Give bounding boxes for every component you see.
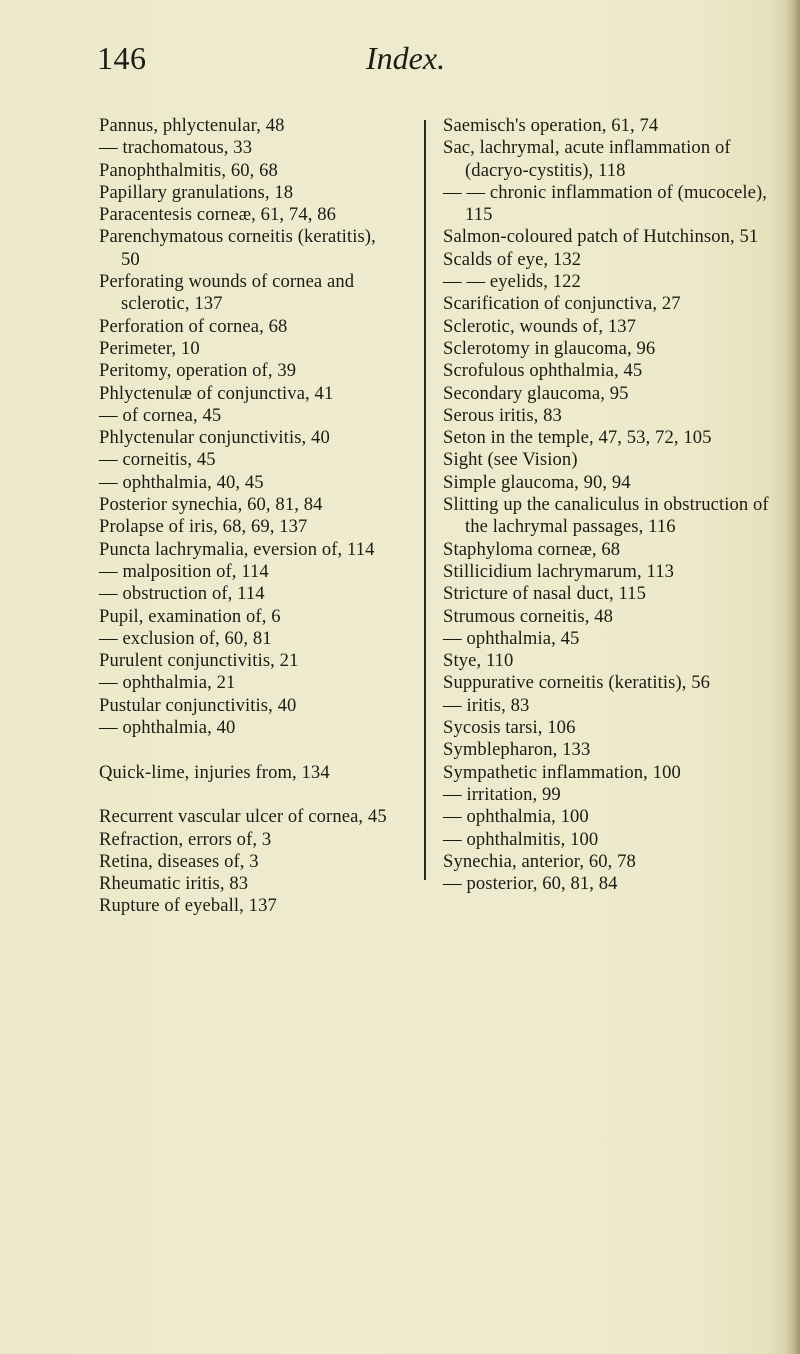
- index-entry: Recurrent vascular ulcer of cornea, 45: [99, 806, 387, 828]
- index-entry: Sight (see Vision): [443, 449, 578, 471]
- index-entry: Serous iritis, 83: [443, 404, 562, 426]
- index-entry: Symblepharon, 133: [443, 739, 591, 761]
- index-entry: Pannus, phlyctenular, 48: [99, 115, 285, 136]
- index-column-right: [443, 115, 773, 895]
- index-entry: Sac, lachrymal, acute inflammation of (dacryo-cystitis), 118: [443, 137, 731, 181]
- index-entry: Scarification of conjunctiva, 27: [443, 293, 681, 315]
- index-entry: — ophthalmia, 45: [443, 627, 580, 649]
- index-entry: Suppurative corneitis (keratitis), 56: [443, 672, 711, 694]
- index-entry: — ophthalmia, 40: [99, 717, 236, 739]
- index-entry: Scalds of eye, 132: [443, 248, 582, 270]
- page-number: 146: [97, 40, 147, 76]
- index-entry: Seton in the temple, 47, 53, 72, 105: [443, 427, 712, 449]
- index-entry: Synechia, anterior, 60, 78: [443, 850, 636, 872]
- page-header: [0, 40, 800, 84]
- index-entry: Prolapse of iris, 68, 69, 137: [99, 516, 308, 538]
- index-entry: Sclerotic, wounds of, 137: [443, 315, 637, 337]
- index-entry: Puncta lachrymalia, eversion of, 114: [99, 538, 375, 560]
- index-entry: Saemisch's operation, 61, 74: [443, 115, 659, 136]
- index-entry: — ophthalmia, 40, 45: [99, 471, 264, 493]
- index-entry: Parenchymatous corneitis (keratitis), 50: [99, 226, 376, 270]
- index-entry: — of cornea, 45: [99, 404, 222, 426]
- index-entry: Refraction, errors of, 3: [99, 828, 272, 850]
- index-entry: Phlyctenular conjunctivitis, 40: [99, 427, 330, 449]
- index-entry: — posterior, 60, 81, 84: [443, 873, 618, 895]
- index-entry: Paracentesis corneæ, 61, 74, 86: [99, 204, 337, 226]
- index-entry: — irritation, 99: [443, 783, 561, 805]
- index-entry: — corneitis, 45: [99, 449, 216, 471]
- index-entry: Pustular conjunctivitis, 40: [99, 694, 297, 716]
- section-gap: [99, 784, 399, 806]
- index-entry: Stillicidium lachrymarum, 113: [443, 560, 674, 582]
- index-entry: Simple glaucoma, 90, 94: [443, 471, 631, 493]
- index-entry: Purulent conjunctivitis, 21: [99, 650, 299, 672]
- index-entry: Rheumatic iritis, 83: [99, 873, 249, 895]
- index-entry: Stricture of nasal duct, 115: [443, 583, 646, 605]
- index-entry: Stye, 110: [443, 650, 514, 672]
- page-edge-shadow: [786, 0, 800, 1354]
- index-entry: Phlyctenulæ of conjunctiva, 41: [99, 382, 334, 404]
- index-entry: — ophthalmia, 100: [443, 806, 589, 828]
- index-entry: Perforating wounds of cornea and sclerotic, 137: [99, 271, 355, 315]
- index-entry: Secondary glaucoma, 95: [443, 382, 629, 404]
- index-entry: Staphyloma corneæ, 68: [443, 538, 621, 560]
- index-entry: — — eyelids, 122: [443, 271, 581, 293]
- index-entry: Retina, diseases of, 3: [99, 850, 259, 872]
- index-entry: Sclerotomy in glaucoma, 96: [443, 337, 656, 359]
- index-entry: Pupil, examination of, 6: [99, 605, 281, 627]
- index-entry: Perimeter, 10: [99, 337, 200, 359]
- section-gap: [99, 739, 399, 761]
- index-entry: — obstruction of, 114: [99, 583, 265, 605]
- index-entry: Peritomy, operation of, 39: [99, 360, 297, 382]
- index-entry: — ophthalmia, 21: [99, 672, 236, 694]
- index-entry: Perforation of cornea, 68: [99, 315, 288, 337]
- index-column-left: [99, 115, 399, 918]
- index-entry: — — chronic inflammation of (mucocele), 115: [443, 181, 768, 226]
- index-entry: — iritis, 83: [443, 694, 530, 716]
- index-entry: Sycosis tarsi, 106: [443, 717, 576, 739]
- index-entry: — trachomatous, 33: [99, 137, 253, 159]
- column-divider: [424, 120, 426, 880]
- index-entry: Quick-lime, injuries from, 134: [99, 761, 330, 783]
- running-title: Index.: [366, 40, 446, 76]
- index-entry: Slitting up the canaliculus in obstruction of the lachrymal passages, 116: [443, 494, 769, 538]
- index-entry: — exclusion of, 60, 81: [99, 627, 272, 649]
- index-entry: Salmon-coloured patch of Hutchinson, 51: [443, 226, 759, 248]
- index-entry: Rupture of eyeball, 137: [99, 895, 277, 917]
- index-entry: — malposition of, 114: [99, 560, 269, 582]
- index-entry: Panophthalmitis, 60, 68: [99, 159, 278, 181]
- index-entry: — ophthalmitis, 100: [443, 828, 599, 850]
- index-entry: Papillary granulations, 18: [99, 181, 294, 203]
- index-entry: Strumous corneitis, 48: [443, 605, 614, 627]
- index-entry: Sympathetic inflammation, 100: [443, 761, 681, 783]
- index-entry: Scrofulous ophthalmia, 45: [443, 360, 643, 382]
- index-entry: Posterior synechia, 60, 81, 84: [99, 494, 323, 516]
